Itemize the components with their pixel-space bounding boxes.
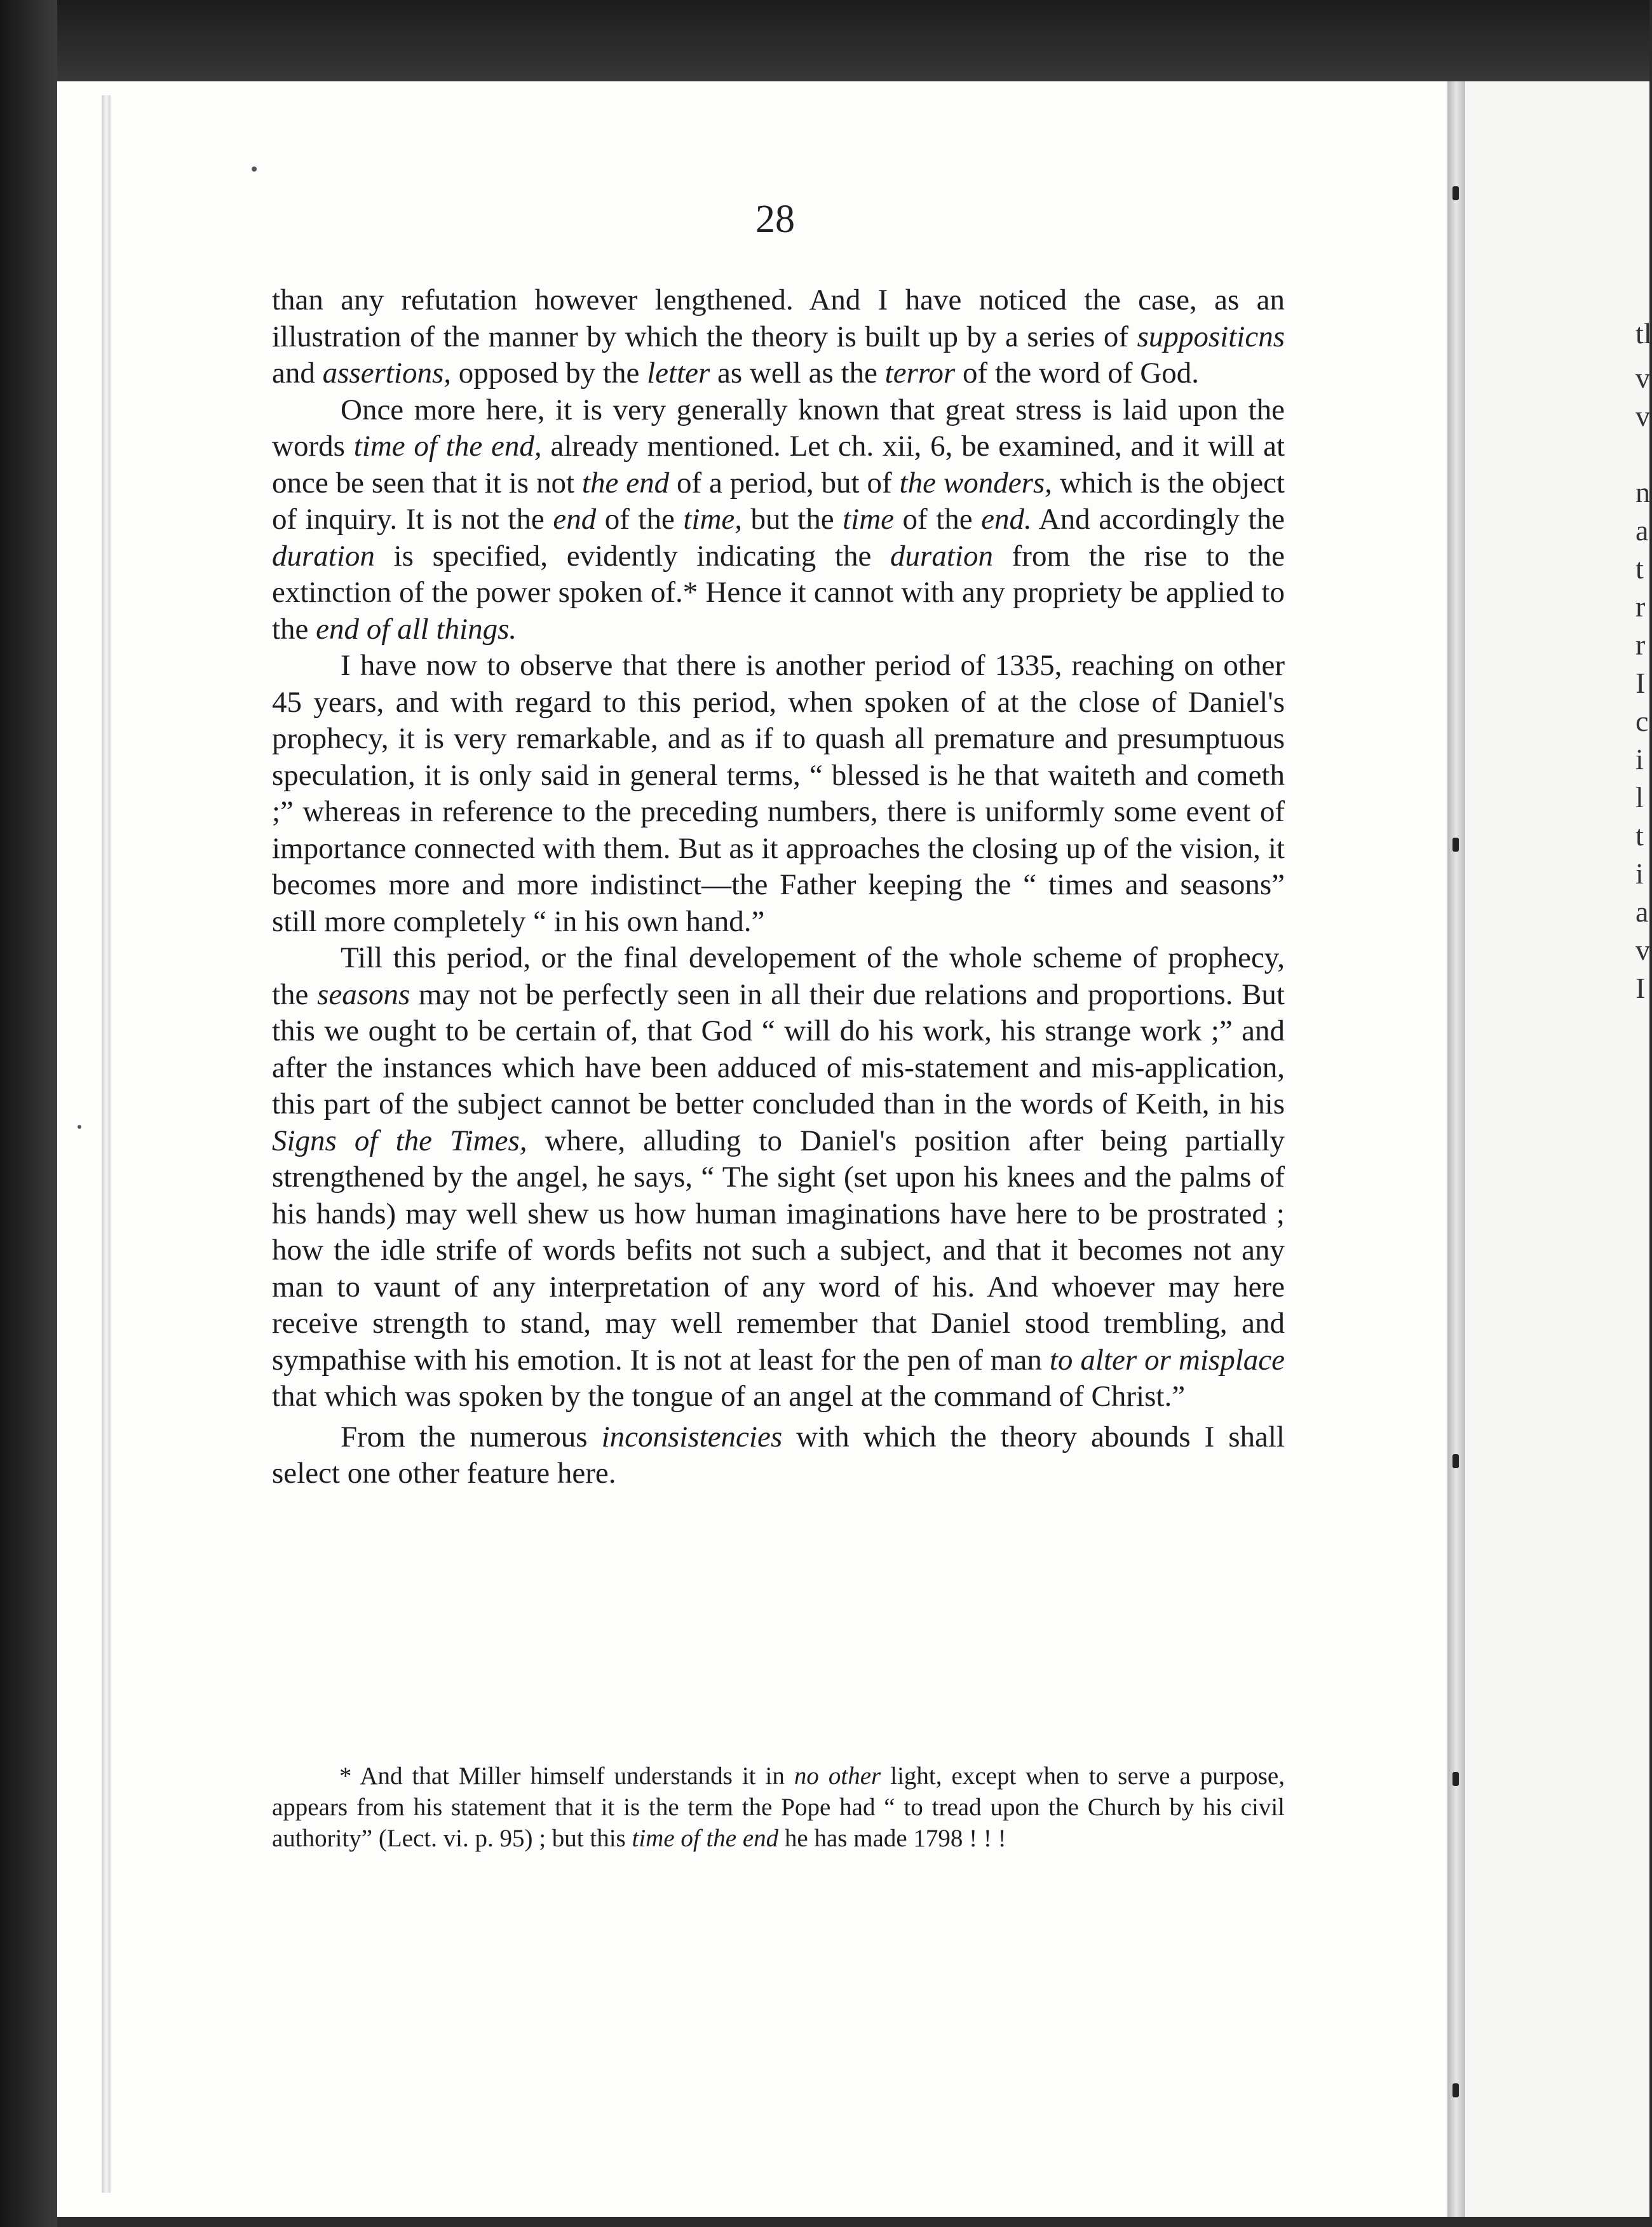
italic-text-run: to alter or misplace: [1049, 1343, 1285, 1377]
facing-page-letter: v: [1635, 362, 1650, 394]
facing-page-letter: t: [1635, 552, 1644, 585]
text-run: From the numerous: [341, 1420, 602, 1454]
facing-page-edge: [1465, 81, 1652, 2217]
italic-text-run: time of the end: [632, 1825, 779, 1852]
text-run: but the: [742, 503, 843, 536]
text-run: which is the object of inquiry. It is not the: [272, 466, 1285, 536]
scan-background-left: [0, 0, 57, 2227]
text-run: of the word of God.: [955, 357, 1199, 390]
text-run: opposed by the: [451, 357, 647, 390]
facing-page-letter: tl: [1635, 317, 1652, 350]
text-run: And accordingly the: [1031, 503, 1285, 536]
text-run: of the: [894, 503, 982, 536]
facing-page-letter: a: [1635, 514, 1649, 547]
facing-page-letter: t: [1635, 819, 1644, 852]
binding-stitch: [1452, 2083, 1459, 2097]
italic-text-run: the end: [581, 466, 670, 500]
scan-speck: [78, 1125, 81, 1129]
facing-page-letter: n: [1635, 476, 1650, 508]
text-run: with which the theory abounds I shall select one other feature here.: [272, 1420, 1285, 1490]
italic-text-run: letter: [647, 357, 710, 390]
italic-text-run: time,: [683, 503, 743, 536]
body-text: [272, 282, 1285, 1492]
text-run: I have now to observe that there is another period of 1335, reaching on other 45 years, and with regard to this period, when spoken of at the close of Daniel's prophecy, it is very remarkable, and as if to quash all premature and presumptuous speculation, it is only said in general terms, “ blessed is he that waiteth and cometh ;” whereas in reference to the preceding numbers, there is uniformly some event of importance connected with them. But as it approaches the closing up of the vision, it becomes more and more indistinct—the Father keeping the “ times and seasons” still more completely “ in his own hand.”: [272, 649, 1285, 938]
page-edge-shadow: [102, 95, 111, 2193]
text-run: Till this period, or the final developement of the whole scheme of prophecy, the: [272, 941, 1285, 1011]
text-run: of the: [596, 503, 684, 536]
paragraph: [272, 940, 1285, 1415]
italic-text-run: seasons: [317, 977, 410, 1011]
italic-text-run: terror: [884, 357, 956, 390]
italic-text-run: duration: [890, 539, 993, 573]
text-run: and: [272, 357, 323, 390]
scan-background-top: [0, 0, 1649, 89]
italic-text-run: duration: [272, 539, 375, 573]
text-run: from the rise to the extinction of the power spoken of.* Hence it cannot with any propriety be applied to the: [272, 539, 1285, 646]
binding-stitch: [1452, 1772, 1459, 1786]
text-run: is specified, evidently indicating the: [374, 539, 891, 573]
text-run: * And that Miller himself understands it in: [339, 1762, 794, 1790]
text-run: Once more here, it is very generally known that great stress is laid upon the words: [272, 393, 1285, 463]
text-run: of a period, but of: [669, 466, 900, 500]
page-number: 28: [755, 198, 795, 241]
binding-stitch: [1452, 186, 1459, 200]
text-run: that which was spoken by the tongue of an angel at the command of Christ.”: [272, 1380, 1186, 1413]
text-run: already mentioned. Let ch. xii, 6, be examined, and it will at once be seen that it is not: [272, 430, 1285, 500]
footnote: [272, 1760, 1285, 1854]
text-run: as well as the: [710, 357, 885, 390]
text-run: he has made 1798 ! ! !: [778, 1825, 1006, 1852]
italic-text-run: suppositicns: [1137, 320, 1285, 353]
facing-page-letter: a: [1635, 896, 1649, 928]
paragraph: [272, 392, 1285, 648]
book-gutter: [1447, 81, 1465, 2217]
italic-text-run: Signs of the Times,: [272, 1124, 527, 1157]
text-run: light, except when to serve a purpose, appears from his statement that it is the term the Pope had “ to tread upon the Church by his civil authority” (Lect. vi. p. 95) ; but this: [272, 1762, 1285, 1852]
facing-page-letter: I: [1635, 667, 1646, 699]
italic-text-run: end of all things.: [316, 612, 517, 646]
binding-stitch: [1452, 838, 1459, 852]
paragraph: [272, 1419, 1285, 1492]
facing-page-letter: r: [1635, 590, 1646, 623]
italic-text-run: no other: [794, 1762, 881, 1790]
facing-page-letter: i: [1635, 743, 1644, 775]
facing-page-letter: l: [1635, 781, 1644, 814]
scan-speck: [252, 167, 257, 172]
italic-text-run: inconsistencies: [601, 1420, 783, 1454]
italic-text-run: end.: [981, 503, 1032, 536]
paragraph: [272, 648, 1285, 940]
italic-text-run: the wonders,: [899, 466, 1052, 500]
text-run: than any refutation however lengthened. And I have noticed the case, as an illustration of the manner by which the theory is built up by a series of: [272, 283, 1285, 353]
facing-page-letter: v: [1635, 934, 1650, 966]
italic-text-run: time: [843, 503, 895, 536]
binding-stitch: [1452, 1454, 1459, 1468]
italic-text-run: end: [553, 503, 597, 536]
italic-text-run: time of the end,: [353, 430, 542, 463]
paragraph: [272, 282, 1285, 392]
facing-page-letter: r: [1635, 629, 1646, 661]
facing-page-letter: v: [1635, 400, 1650, 432]
facing-page-letter: i: [1635, 857, 1644, 890]
facing-page-letter: I: [1635, 972, 1646, 1004]
text-run: where, alluding to Daniel's position after being partially strengthened by the angel, he says, “ The sight (set upon his knees and the palms of his hands) may well shew us how human imaginations have here to be prostrated ; how the idle strife of words befits not such a subject, and that it becomes not any man to vaunt of any interpretation of any word of his. And whoever may here receive strength to stand, may well remember that Daniel stood trembling, and sympathise with his emotion. It is not at least for the pen of man: [272, 1124, 1285, 1377]
facing-page-letter: c: [1635, 705, 1649, 737]
italic-text-run: assertions,: [322, 357, 452, 390]
text-run: may not be perfectly seen in all their due relations and proportions. But this we ought to be certain of, that God “ will do his work, his strange work ;” and after the instances which have been adduced of mis-statement and mis-application, this part of the subject cannot be better concluded than in the words of Keith, in his: [272, 977, 1285, 1120]
